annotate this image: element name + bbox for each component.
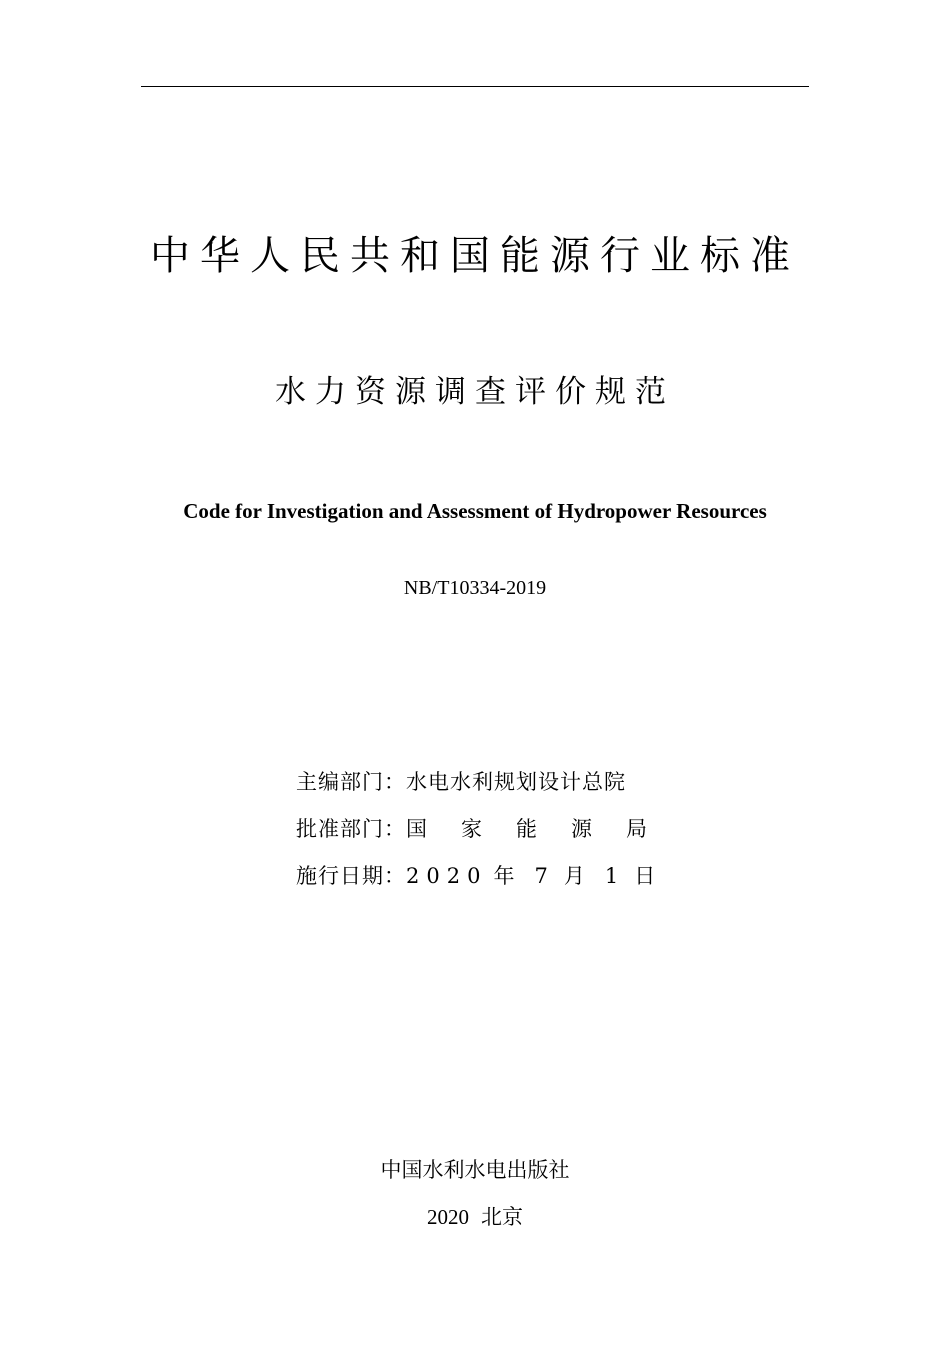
approver-char: 能	[516, 817, 537, 841]
publisher-name: 中国水利水电出版社	[380, 1158, 570, 1182]
approver-char: 家	[461, 817, 482, 841]
effective-day: 1	[604, 864, 619, 888]
approver-char: 局	[626, 817, 647, 841]
month-unit: 月	[563, 864, 585, 888]
effective-date-row	[296, 860, 655, 907]
approver-char: 国	[406, 817, 427, 841]
day-unit: 日	[634, 864, 656, 888]
info-block	[296, 766, 655, 907]
document-title-english: Code for Investigation and Assessment of Hydropower Resources	[183, 499, 767, 523]
effective-year: 2020	[406, 864, 488, 888]
publication-place	[0, 1201, 950, 1233]
year-unit: 年	[493, 864, 515, 888]
editor-row	[296, 766, 655, 813]
document-title-chinese: 水力资源调查评价规范	[275, 374, 675, 410]
publication-city: 北京	[481, 1205, 523, 1229]
standard-number: NB/T10334-2019	[403, 577, 547, 599]
editor-label: 主编部门：	[296, 770, 406, 794]
editor-value: 水电水利规划设计总院	[406, 770, 626, 794]
effective-date-value	[406, 860, 655, 892]
approver-value	[406, 813, 647, 845]
top-rule	[141, 86, 809, 87]
approver-label: 批准部门：	[296, 817, 406, 841]
publication-year: 2020	[427, 1205, 469, 1229]
approver-row	[296, 813, 655, 860]
standard-category: 中华人民共和国能源行业标准	[150, 233, 800, 279]
effective-date-label: 施行日期：	[296, 864, 406, 888]
approver-char: 源	[571, 817, 592, 841]
effective-month: 7	[534, 864, 548, 888]
